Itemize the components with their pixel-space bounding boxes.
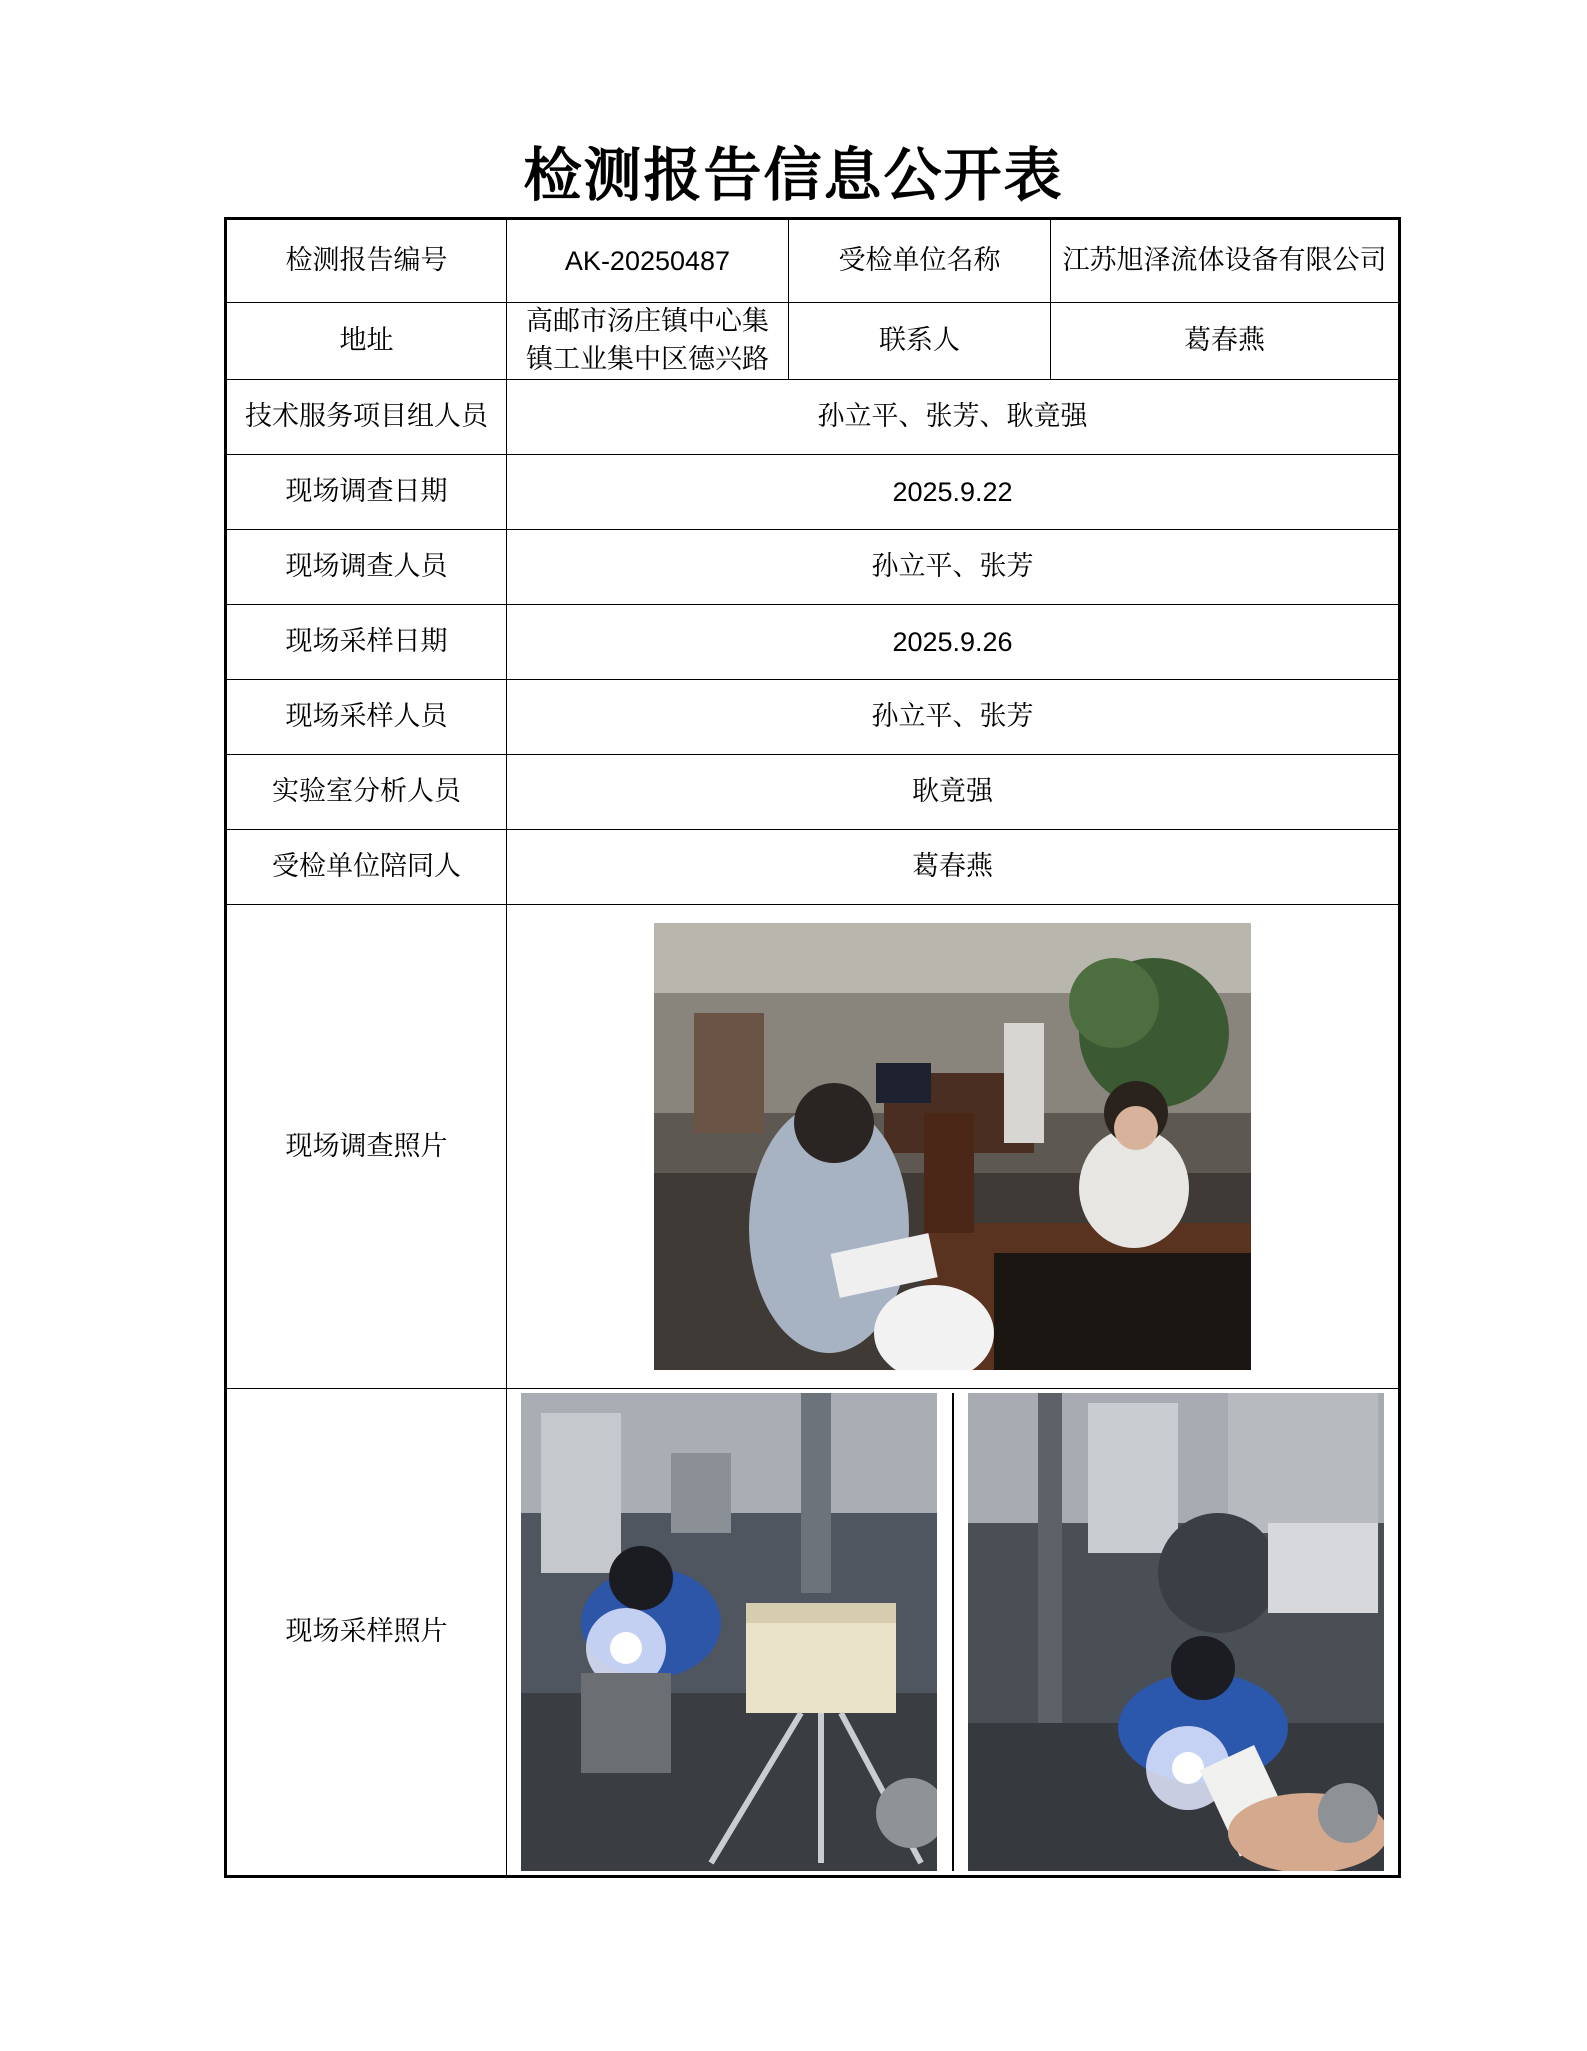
sampling-staff-label: 现场采样人员 [226,680,507,755]
sampling-photo-label: 现场采样照片 [226,1389,507,1877]
table-row [226,1389,1400,1877]
contact-label: 联系人 [789,303,1051,380]
survey-staff-label: 现场调查人员 [226,530,507,605]
lab-staff-value: 耿竟强 [507,755,1400,830]
address-value: 高邮市汤庄镇中心集镇工业集中区德兴路 [507,303,789,380]
survey-date-value: 2025.9.22 [507,455,1400,530]
sampling-photo-2 [968,1393,1384,1871]
unit-name-value: 江苏旭泽流体设备有限公司 [1051,219,1400,303]
unit-name-label: 受检单位名称 [789,219,1051,303]
lab-staff-label: 实验室分析人员 [226,755,507,830]
table-row [226,905,1400,1389]
escort-value: 葛春燕 [507,830,1400,905]
sampling-photo-cell [507,1389,1400,1877]
survey-photo-cell [507,905,1400,1389]
sampling-staff-value: 孙立平、张芳 [507,680,1400,755]
table-row [226,680,1400,755]
sampling-date-label: 现场采样日期 [226,605,507,680]
team-value: 孙立平、张芳、耿竟强 [507,380,1400,455]
survey-date-label: 现场调查日期 [226,455,507,530]
table-row [226,605,1400,680]
table-row [226,755,1400,830]
sampling-photos [507,1393,1398,1871]
sampling-photo-1 [521,1393,937,1871]
escort-label: 受检单位陪同人 [226,830,507,905]
info-table [224,217,1401,1878]
table-row [226,380,1400,455]
table-row [226,530,1400,605]
team-label: 技术服务项目组人员 [226,380,507,455]
report-no-label: 检测报告编号 [226,219,507,303]
contact-value: 葛春燕 [1051,303,1400,380]
page-title: 检测报告信息公开表 [523,141,1064,209]
table-row [226,455,1400,530]
sampling-date-value: 2025.9.26 [507,605,1400,680]
survey-staff-value: 孙立平、张芳 [507,530,1400,605]
survey-photo [654,923,1251,1370]
table-row [226,830,1400,905]
report-no-value: AK-20250487 [507,219,789,303]
survey-photo-label: 现场调查照片 [226,905,507,1389]
table-row [226,303,1400,380]
table-row [226,219,1400,303]
address-label: 地址 [226,303,507,380]
